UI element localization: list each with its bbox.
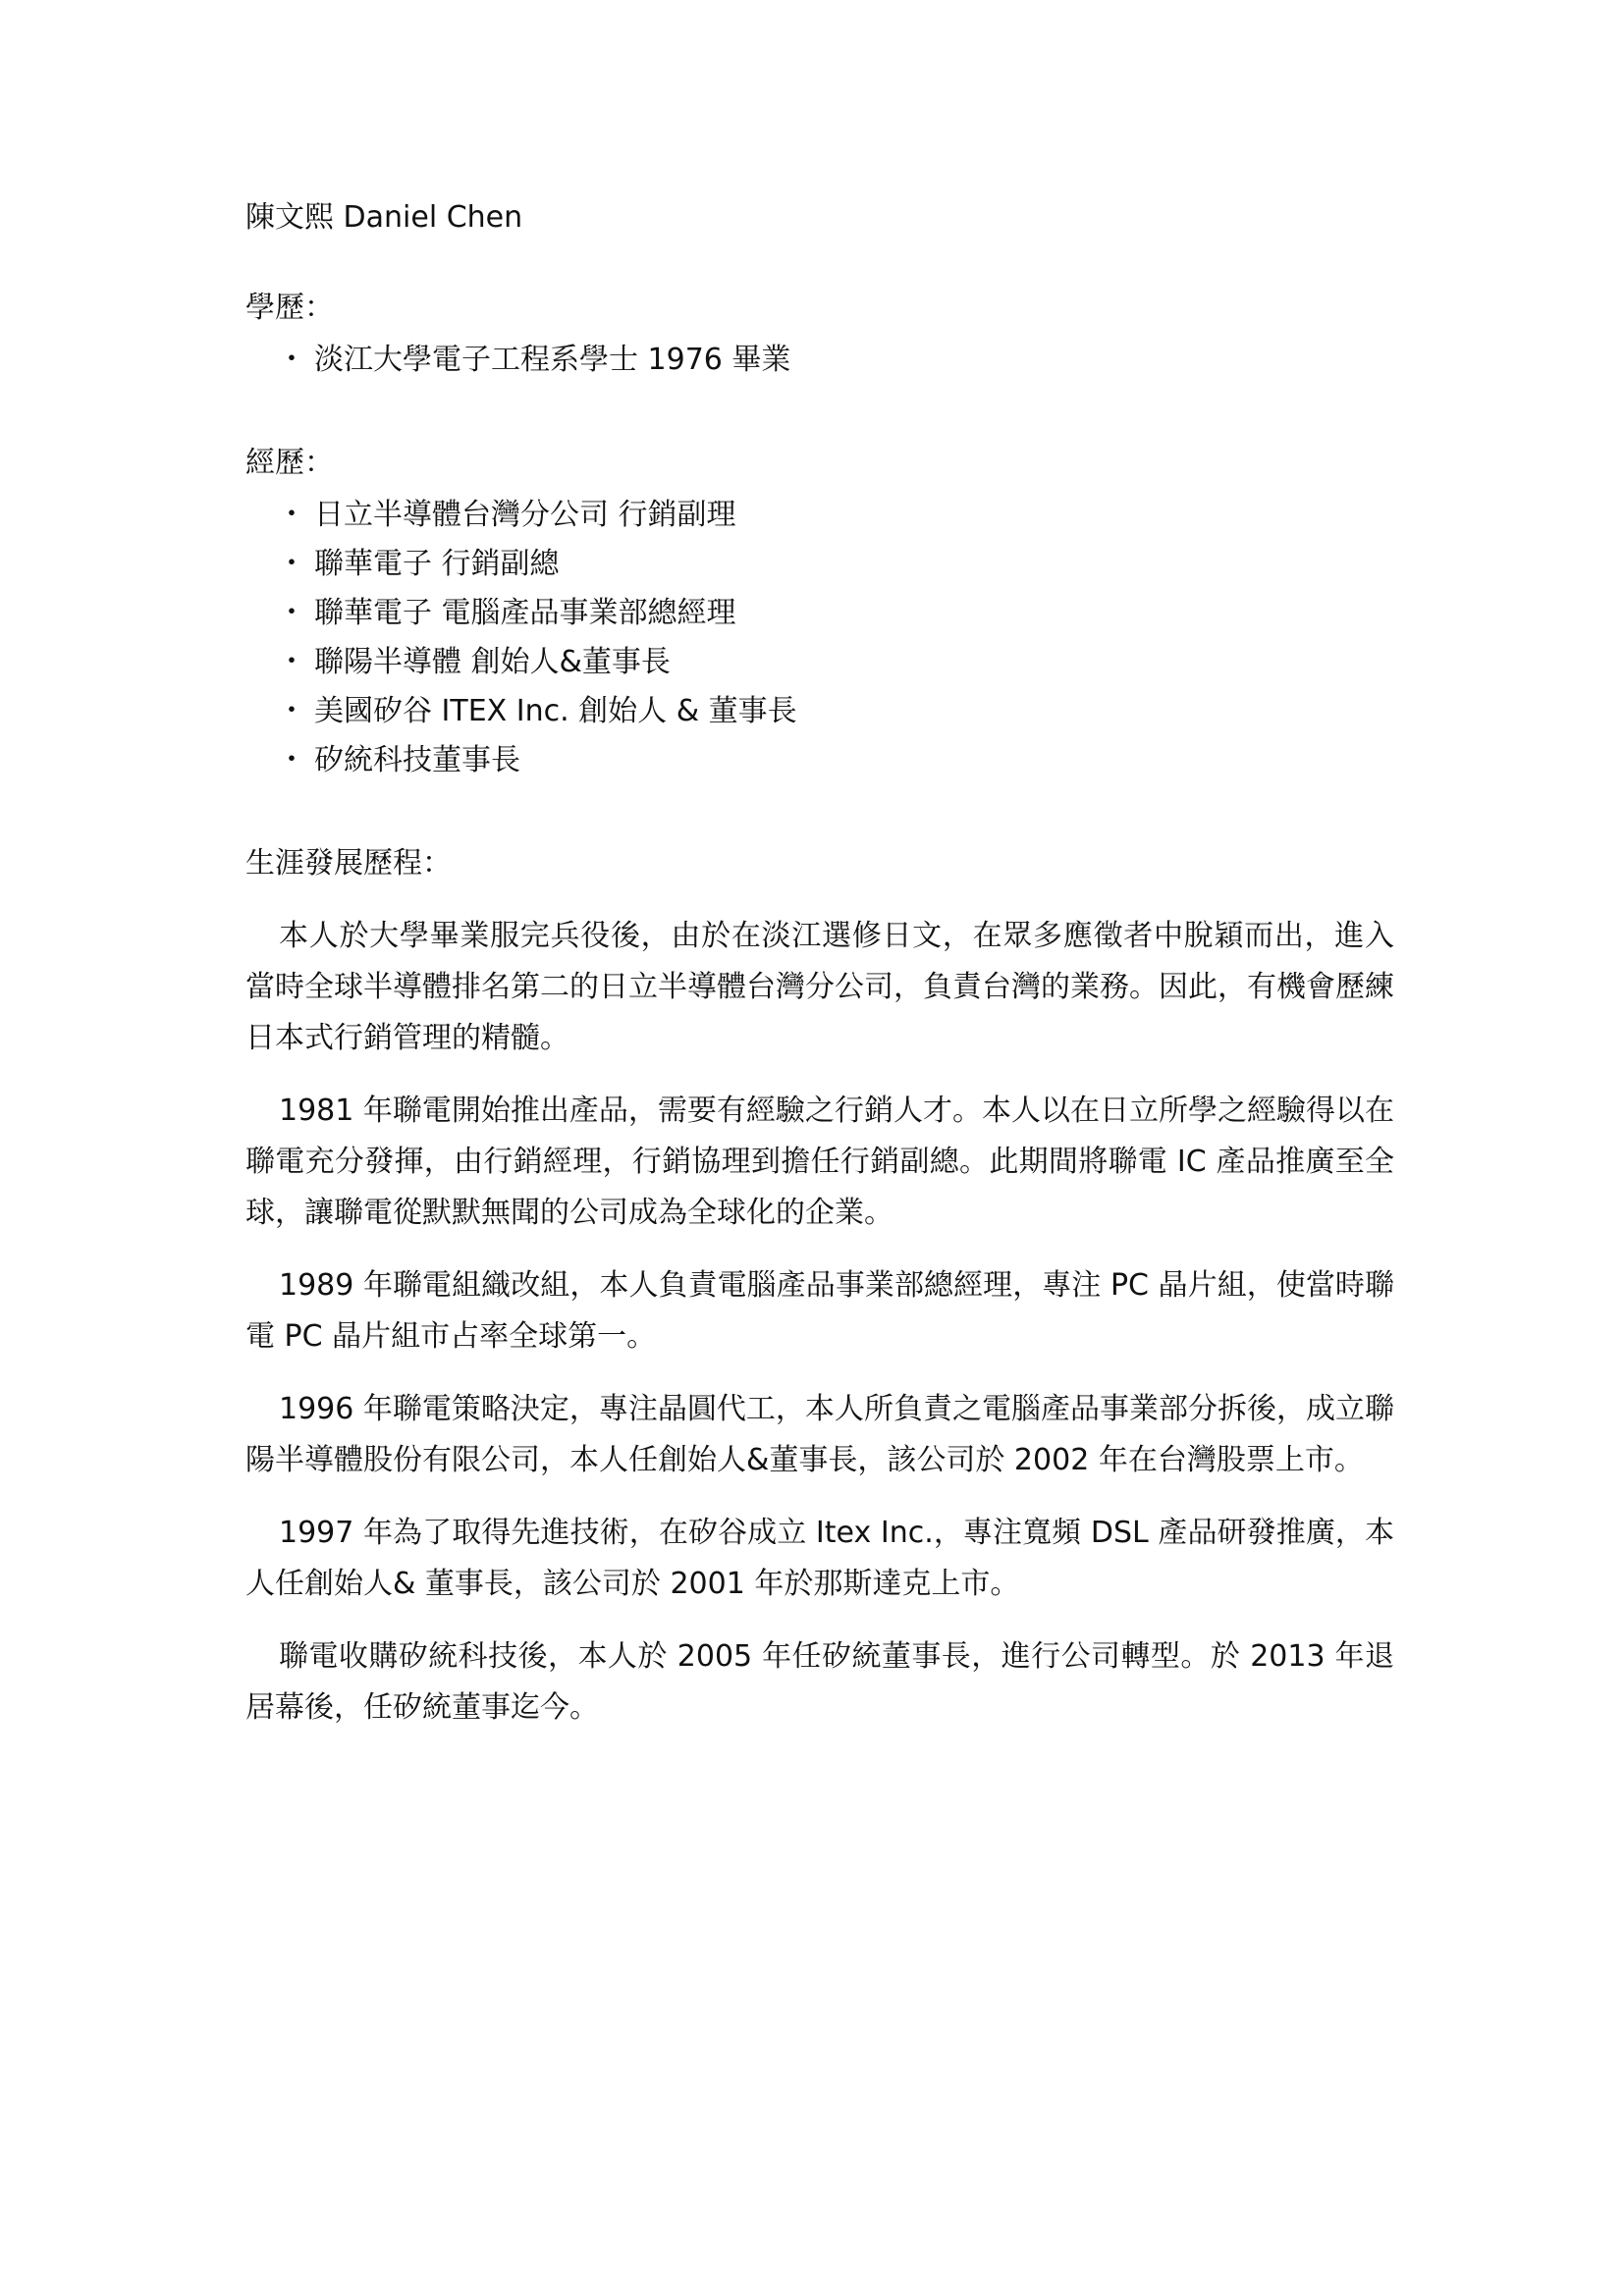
bullet-marker: ・ — [277, 645, 306, 679]
experience-item-text: 矽統科技董事長 — [314, 743, 520, 777]
list-item — [277, 687, 1394, 736]
list-item — [277, 638, 1394, 687]
bullet-marker: ・ — [277, 343, 306, 377]
bullet-marker: ・ — [277, 743, 306, 777]
career-paragraph: 1989 年聯電組織改組，本人負責電腦產品事業部總經理，專注 PC 晶片組，使當時聯電 PC 晶片組市占率全球第一。 — [245, 1268, 1394, 1354]
experience-item-text: 日立半導體台灣分公司 行銷副理 — [314, 498, 736, 532]
experience-heading: 經歷： — [245, 446, 334, 480]
bullet-marker: ・ — [277, 547, 306, 581]
resume-page — [245, 196, 1394, 1755]
career-paragraph: 1997 年為了取得先進技術，在矽谷成立 Itex Inc.，專注寬頻 DSL 產品研發推廣，本人任創始人& 董事長，該公司於 2001 年於那斯達克上市。 — [245, 1516, 1394, 1601]
list-item — [277, 736, 1394, 785]
bullet-marker: ・ — [277, 694, 306, 728]
career-paragraph: 1981 年聯電開始推出產品，需要有經驗之行銷人才。本人以在日立所學之經驗得以在聯電充分發揮，由行銷經理，行銷協理到擔任行銷副總。此期間將聯電 IC 產品推廣至全球，讓聯電從默默無聞的公司成為全球化的企業。 — [245, 1094, 1394, 1230]
career-paragraph: 聯電收購矽統科技後，本人於 2005 年任矽統董事長，進行公司轉型。於 2013 年退居幕後，任矽統董事迄今。 — [245, 1639, 1394, 1725]
list-item — [277, 491, 1394, 540]
bullet-marker: ・ — [277, 498, 306, 532]
career-paragraph: 本人於大學畢業服完兵役後，由於在淡江選修日文，在眾多應徵者中脫穎而出，進入當時全球半導體排名第二的日立半導體台灣分公司，負責台灣的業務。因此，有機會歷練日本式行銷管理的精髓。 — [245, 919, 1394, 1055]
experience-item-text: 聯華電子 行銷副總 — [314, 547, 560, 581]
list-item — [277, 589, 1394, 638]
person-name: 陳文熙 Daniel Chen — [245, 200, 523, 235]
education-heading: 學歷： — [245, 291, 334, 325]
list-item — [277, 540, 1394, 589]
education-item-text: 淡江大學電子工程系學士 1976 畢業 — [314, 343, 791, 377]
experience-item-text: 聯陽半導體 創始人&董事長 — [314, 645, 671, 679]
bullet-marker: ・ — [277, 596, 306, 630]
list-item — [277, 336, 1394, 385]
experience-item-text: 美國矽谷 ITEX Inc. 創始人 & 董事長 — [314, 694, 797, 728]
experience-list — [245, 491, 1394, 785]
career-paragraph: 1996 年聯電策略決定，專注晶圓代工，本人所負責之電腦產品事業部分拆後，成立聯陽半導體股份有限公司，本人任創始人&董事長，該公司於 2002 年在台灣股票上市。 — [245, 1392, 1394, 1477]
experience-item-text: 聯華電子 電腦產品事業部總經理 — [314, 596, 736, 630]
career-heading: 生涯發展歷程： — [245, 846, 452, 881]
education-list — [245, 336, 1394, 385]
